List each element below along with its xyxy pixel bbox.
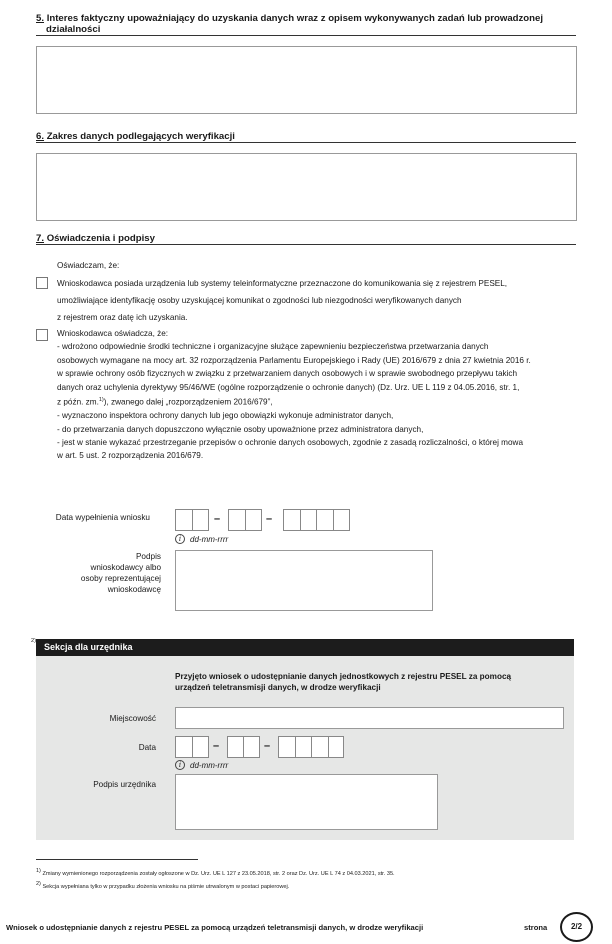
section-5-title <box>36 13 576 36</box>
section-5-textarea[interactable] <box>36 46 577 114</box>
clerk-date-month-input[interactable] <box>227 736 260 758</box>
clerk-accepted-line: Przyjęto wniosek o udostępnianie danych jednostkowych z rejestru PESEL za pomocą <box>175 672 512 681</box>
date-format-text: dd-mm-rrrr <box>190 760 229 770</box>
section-7-title <box>36 233 576 245</box>
section-5-title-line1: Interes faktyczny upoważniający do uzyskania danych wraz z opisem wykonywanych zadań lub prowadzonej <box>46 13 544 24</box>
statement-1-checkbox[interactable] <box>36 277 48 289</box>
section-5-number: 5. <box>36 13 45 24</box>
page-number: 2/2 <box>570 922 583 931</box>
signature-label-line: osoby reprezentującej <box>80 574 161 583</box>
signature-label-line: wnioskodawcy albo <box>90 563 161 572</box>
section-5-title-line2: działalności <box>46 24 101 35</box>
section-6-textarea[interactable] <box>36 153 577 221</box>
statement-2-line: - wyznaczono inspektora ochrony danych lub jego obowiązki wykonuje administrator danych, <box>57 411 394 421</box>
application-date-day-input[interactable] <box>175 509 209 531</box>
footnote-text: Sekcja wypełniana tylko w przypadku złożenia wniosku na piśmie utrwalonym w postaci papierowej. <box>40 883 290 890</box>
section-6-number: 6. <box>36 131 45 142</box>
signature-label-line: Podpis <box>135 552 161 561</box>
statement-1-line: z rejestrem oraz datę ich uzyskania. <box>57 313 188 322</box>
applicant-signature-label <box>20 551 161 595</box>
place-label: Miejscowość <box>109 714 156 723</box>
section-6-title <box>36 131 576 143</box>
clerk-accepted-text <box>175 671 565 693</box>
footnote-1-ref: 1) <box>98 397 104 404</box>
statement-2-text <box>57 327 602 463</box>
statement-2-line: osobowych wymagane na mocy art. 32 rozporządzenia Parlamentu Europejskiego i Rady (UE) 2016/679 z dnia 27 kwietnia 2016 r. <box>57 355 531 365</box>
statement-1-line: umożliwiające identyfikację osoby uzyskującej komunikat o zgodności lub niezgodności weryfikowanych danych <box>57 296 462 305</box>
info-icon: i <box>175 760 185 770</box>
signature-label-line: wnioskodawcę <box>107 585 161 594</box>
statement-2-line-fn <box>57 394 602 409</box>
statement-2-line: Wnioskodawca oświadcza, że: <box>57 329 169 338</box>
clerk-date-year-input[interactable] <box>278 736 344 758</box>
statement-2-line: - wdrożono odpowiednie środki techniczne i organizacyjne służące zapewnieniu bezpieczeństwa przetwarzania danych <box>57 342 489 352</box>
footnote-1 <box>36 867 596 878</box>
place-input[interactable] <box>175 707 564 729</box>
application-date-month-input[interactable] <box>228 509 262 531</box>
date-separator: – <box>214 513 221 525</box>
statement-2-line: z późn. zm. <box>57 397 99 407</box>
application-date-format-hint <box>175 534 228 544</box>
date-separator: – <box>264 740 271 752</box>
clerk-date-label: Data <box>138 743 156 752</box>
footnote-text: Zmiany wymienionego rozporządzenia zostały ogłoszone w Dz. Urz. UE L 127 z 23.05.2018, str. 2 oraz Dz. Urz. UE L 74 z 04.03.2021, str. 35. <box>40 870 395 877</box>
statement-1-text <box>57 275 597 326</box>
statement-2-line-cont: ), zwanego dalej „rozporządzeniem 2016/679”, <box>103 397 273 407</box>
clerk-section-title: Sekcja dla urzędnika <box>44 642 133 652</box>
statement-2-line: danych oraz uchylenia dyrektywy 95/46/WE (ogólne rozporządzenie o ochronie danych) (Dz. Urz. UE L 119 z 04.05.2016, str. 1, <box>57 382 520 392</box>
footer-page-label: strona <box>524 923 548 932</box>
info-icon: i <box>175 534 185 544</box>
clerk-date-day-input[interactable] <box>175 736 209 758</box>
clerk-signature-label: Podpis urzędnika <box>93 780 156 789</box>
statement-2-line: w art. 5 ust. 2 rozporządzenia 2016/679. <box>57 451 204 461</box>
applicant-signature-field[interactable] <box>175 550 433 611</box>
clerk-signature-field[interactable] <box>175 774 438 830</box>
section-7-number: 7. <box>36 233 45 244</box>
clerk-accepted-line: urządzeń teletransmisji danych, w drodze weryfikacji <box>175 683 381 692</box>
section-7-title-text: Oświadczenia i podpisy <box>46 233 155 244</box>
footnote-2 <box>36 880 596 891</box>
page-number-badge <box>560 912 593 942</box>
statement-2-checkbox[interactable] <box>36 329 48 341</box>
date-separator: – <box>266 513 273 525</box>
application-date-year-input[interactable] <box>283 509 350 531</box>
clerk-date-format-hint <box>175 760 228 770</box>
footnote-ref: 2) <box>36 881 41 887</box>
date-format-text: dd-mm-rrrr <box>190 534 229 544</box>
statement-2-line: - do przetwarzania danych dopuszczono wyłącznie osoby upoważnione przez administratora danych, <box>57 424 424 434</box>
footer-title: Wniosek o udostępnianie danych z rejestru PESEL za pomocą urządzeń teletransmisji danych, w drodze weryfikacji <box>6 923 424 932</box>
statement-2-line: w sprawie ochrony osób fizycznych w związku z przetwarzaniem danych osobowych i w sprawie swobodnego przepływu takich <box>57 369 518 379</box>
application-date-label: Data wypełnienia wniosku <box>55 513 150 522</box>
date-separator: – <box>213 740 220 752</box>
footnote-ref: 1) <box>36 868 41 874</box>
section-6-title-text: Zakres danych podlegających weryfikacji <box>46 131 235 142</box>
statement-2-line: - jest w stanie wykazać przestrzeganie przepisów o ochronie danych osobowych, zgodnie z zasadą rozliczalności, o której mowa <box>57 437 524 447</box>
footnote-divider <box>36 859 198 860</box>
clerk-section-footnote-ref: 2) <box>31 638 36 644</box>
declaration-intro: Oświadczam, że: <box>57 261 120 270</box>
statement-1-line: Wnioskodawca posiada urządzenia lub systemy teleinformatyczne przeznaczone do komunikowania się z rejestrem PESEL, <box>57 279 508 288</box>
clerk-section-header <box>36 639 574 656</box>
